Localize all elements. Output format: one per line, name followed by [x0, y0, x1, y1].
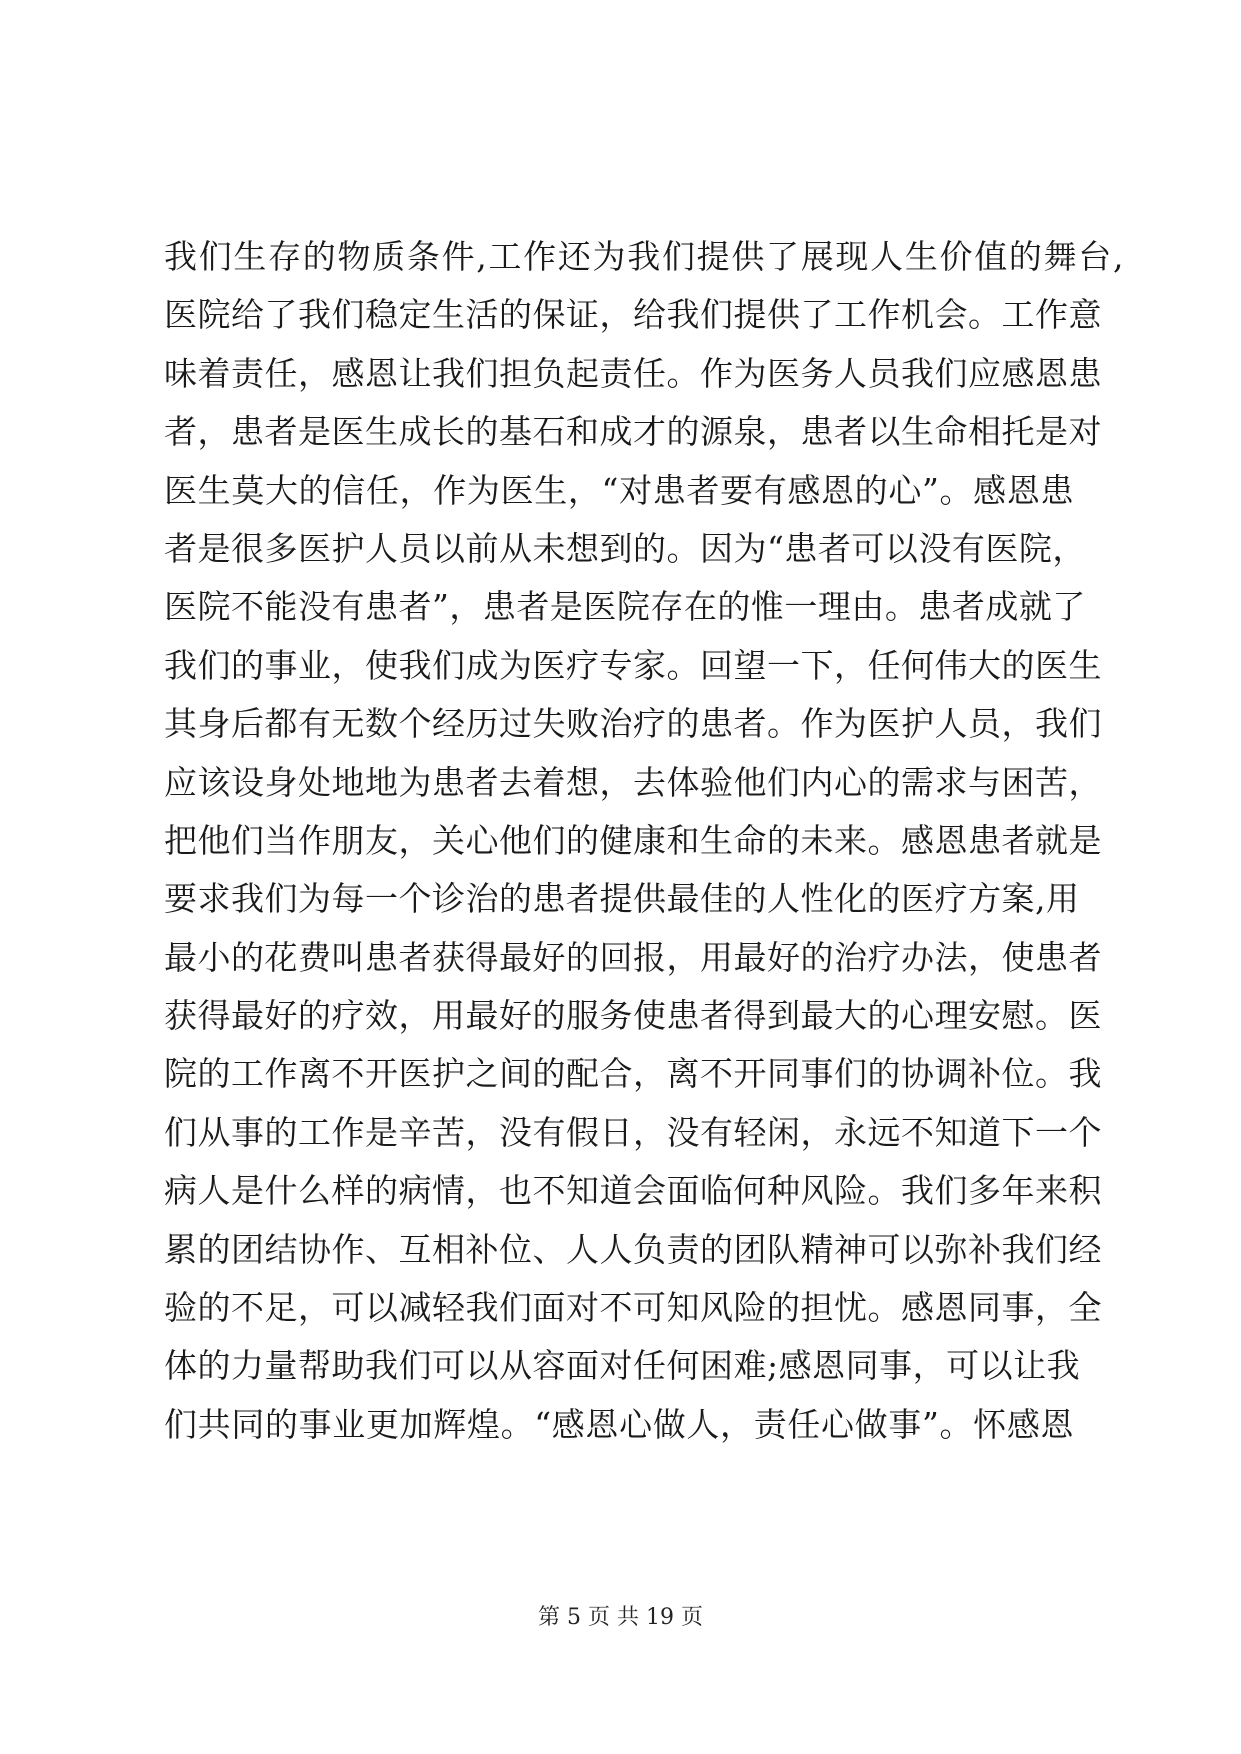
- text-line: 累的团结协作、互相补位、人人负责的团队精神可以弥补我们经: [164, 1229, 1102, 1269]
- text-line: 其身后都有无数个经历过失败治疗的患者。作为医护人员，我们: [164, 704, 1102, 744]
- text-line: 者是很多医护人员以前从未想到的。因为“患者可以没有医院，: [164, 528, 1086, 568]
- text-line: 应该设身处地地为患者去着想，去体验他们内心的需求与困苦，: [164, 762, 1102, 802]
- text-line: 们共同的事业更加辉煌。“感恩心做人，责任心做事”。怀感恩: [164, 1404, 1074, 1444]
- text-line: 者，患者是医生成长的基石和成才的源泉，患者以生命相托是对: [164, 412, 1102, 452]
- text-line: 医院不能没有患者”，患者是医院存在的惟一理由。患者成就了: [164, 587, 1086, 627]
- text-line: 们从事的工作是辛苦，没有假日，没有轻闲，永远不知道下一个: [164, 1112, 1102, 1152]
- page-number-footer: 第 5 页 共 19 页: [538, 1605, 703, 1630]
- text-line: 获得最好的疗效，用最好的服务使患者得到最大的心理安慰。医: [164, 996, 1102, 1036]
- text-line: 验的不足，可以减轻我们面对不可知风险的担忧。感恩同事，全: [164, 1288, 1102, 1328]
- text-line: 我们生存的物质条件,工作还为我们提供了展现人生价值的舞台,: [164, 237, 1124, 276]
- text-line: 要求我们为每一个诊治的患者提供最佳的人性化的医疗方案,用: [164, 879, 1080, 919]
- text-line: 我们的事业，使我们成为医疗专家。回望一下，任何伟大的医生: [164, 645, 1102, 685]
- text-line: 把他们当作朋友，关心他们的健康和生命的未来。感恩患者就是: [164, 820, 1102, 860]
- text-line: 体的力量帮助我们可以从容面对任何困难;感恩同事，可以让我: [164, 1346, 1081, 1386]
- text-line: 医院给了我们稳定生活的保证，给我们提供了工作机会。工作意: [164, 295, 1102, 335]
- text-line: 最小的花费叫患者获得最好的回报，用最好的治疗办法，使患者: [164, 937, 1102, 977]
- text-line: 味着责任，感恩让我们担负起责任。作为医务人员我们应感恩患: [164, 353, 1102, 393]
- text-line: 医生莫大的信任，作为医生，“对患者要有感恩的心”。感恩患: [164, 470, 1074, 510]
- text-line: 病人是什么样的病情，也不知道会面临何种风险。我们多年来积: [164, 1171, 1102, 1211]
- body-text: [164, 228, 1124, 1454]
- text-line: 院的工作离不开医护之间的配合，离不开同事们的协调补位。我: [164, 1054, 1102, 1094]
